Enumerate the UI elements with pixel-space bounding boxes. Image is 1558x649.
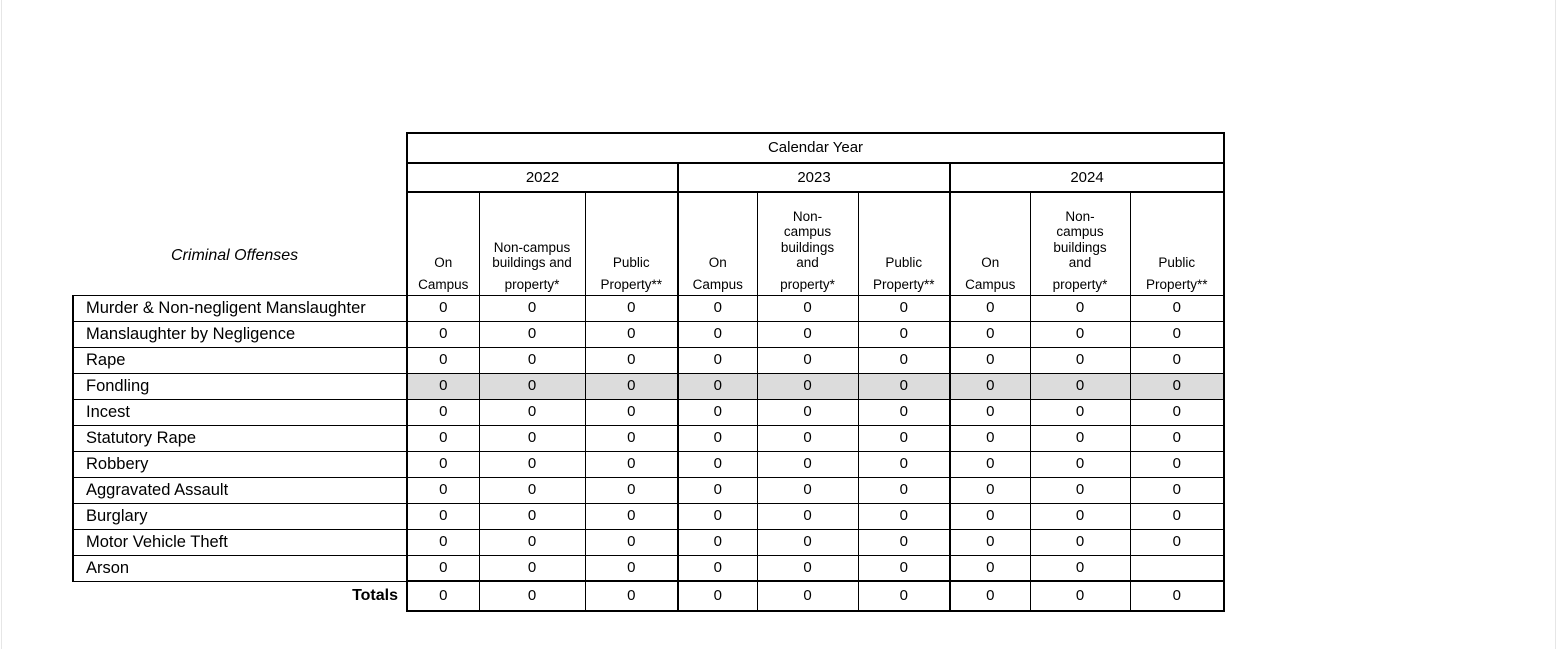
offense-label: Motor Vehicle Theft	[73, 529, 407, 555]
column-header-row	[73, 192, 1224, 295]
table-cell: 0	[950, 555, 1030, 581]
table-cell: 0	[757, 451, 858, 477]
table-cell: 0	[407, 373, 479, 399]
table-cell: 0	[678, 321, 757, 347]
table-cell: 0	[407, 503, 479, 529]
column-header-text: Public	[1158, 255, 1196, 271]
table-row	[73, 503, 1224, 529]
table-row	[73, 529, 1224, 555]
table-cell: 0	[407, 451, 479, 477]
table-cell: 0	[1030, 425, 1130, 451]
year-header: 2023	[678, 163, 950, 192]
table-cell: 0	[1030, 451, 1130, 477]
table-cell: 0	[1030, 529, 1130, 555]
column-header-upper: Non-campus buildings and	[492, 239, 572, 271]
non-campus-header	[479, 192, 585, 295]
column-header-text: Public	[612, 255, 650, 271]
totals-cell: 0	[585, 581, 678, 611]
column-header-text: Property**	[1145, 276, 1208, 292]
table-cell: 0	[585, 347, 678, 373]
table-cell: 0	[1030, 477, 1130, 503]
totals-cell: 0	[1130, 581, 1224, 611]
table-cell: 0	[858, 477, 950, 503]
table-cell: 0	[1130, 373, 1224, 399]
column-header-text: Campus	[965, 276, 1016, 292]
table-cell: 0	[585, 555, 678, 581]
calendar-year-header-row	[73, 133, 1224, 163]
offense-label: Incest	[73, 399, 407, 425]
table-row	[73, 425, 1224, 451]
column-header-text: On	[708, 255, 727, 271]
column-header-text: On	[434, 255, 453, 271]
offense-label: Robbery	[73, 451, 407, 477]
page-right-edge	[1555, 0, 1556, 649]
table-cell: 0	[858, 295, 950, 321]
table-cell: 0	[585, 373, 678, 399]
table-cell: 0	[407, 529, 479, 555]
column-header-text: Campus	[418, 276, 469, 292]
table-row	[73, 399, 1224, 425]
on-campus-header	[407, 192, 479, 295]
column-header-text: property*	[1052, 276, 1108, 292]
totals-cell: 0	[858, 581, 950, 611]
crime-statistics-table	[72, 132, 1225, 612]
column-header-upper: Non-campus buildings and	[1053, 208, 1107, 271]
year-header: 2024	[950, 163, 1224, 192]
table-row	[73, 295, 1224, 321]
calendar-year-header: Calendar Year	[407, 133, 1224, 163]
table-cell: 0	[678, 503, 757, 529]
on-campus-header	[678, 192, 757, 295]
table-cell: 0	[479, 295, 585, 321]
table-cell: 0	[1130, 321, 1224, 347]
table-cell: 0	[757, 347, 858, 373]
table-cell: 0	[1130, 503, 1224, 529]
table-cell: 0	[757, 295, 858, 321]
table-cell: 0	[950, 477, 1030, 503]
table-cell: 0	[678, 477, 757, 503]
public-property-header	[585, 192, 678, 295]
public-property-header	[1130, 192, 1224, 295]
table-row	[73, 477, 1224, 503]
table-cell: 0	[950, 503, 1030, 529]
totals-cell: 0	[479, 581, 585, 611]
table-cell: 0	[858, 347, 950, 373]
table-cell: 0	[678, 295, 757, 321]
table-cell: 0	[950, 425, 1030, 451]
table-cell: 0	[1130, 477, 1224, 503]
table-cell: 0	[479, 555, 585, 581]
totals-cell: 0	[950, 581, 1030, 611]
table-cell: 0	[757, 373, 858, 399]
table-cell: 0	[678, 451, 757, 477]
column-header-text: Public	[885, 255, 923, 271]
table-cell: 0	[1130, 347, 1224, 373]
totals-cell: 0	[757, 581, 858, 611]
table-cell: 0	[678, 555, 757, 581]
table-cell: 0	[757, 529, 858, 555]
column-header-text: Property**	[872, 276, 935, 292]
table-cell: 0	[858, 555, 950, 581]
table-cell: 0	[858, 425, 950, 451]
table-cell: 0	[1030, 373, 1130, 399]
table-cell: 0	[858, 529, 950, 555]
table-cell: 0	[1030, 321, 1130, 347]
table-cell: 0	[407, 555, 479, 581]
table-cell: 0	[757, 425, 858, 451]
column-header-text: property*	[780, 276, 835, 292]
table-cell: 0	[479, 503, 585, 529]
table-cell: 0	[858, 451, 950, 477]
table-cell: 0	[585, 477, 678, 503]
table-cell: 0	[678, 373, 757, 399]
table-cell: 0	[757, 477, 858, 503]
year-header: 2022	[407, 163, 678, 192]
table-cell: 0	[585, 503, 678, 529]
table-cell: 0	[1130, 425, 1224, 451]
table-cell: 0	[950, 399, 1030, 425]
offense-label: Rape	[73, 347, 407, 373]
table-row	[73, 347, 1224, 373]
non-campus-header	[1030, 192, 1130, 295]
table-cell: 0	[678, 529, 757, 555]
totals-label: Totals	[73, 581, 407, 611]
table-cell: 0	[1130, 529, 1224, 555]
table-row	[73, 555, 1224, 581]
table-cell: 0	[585, 295, 678, 321]
table-cell: 0	[479, 451, 585, 477]
table-cell: 0	[585, 529, 678, 555]
table-cell: 0	[407, 295, 479, 321]
table-cell: 0	[407, 477, 479, 503]
year-header-row	[73, 163, 1224, 192]
table-cell: 0	[757, 399, 858, 425]
table-cell: 0	[479, 399, 585, 425]
table-cell: 0	[1030, 399, 1130, 425]
table-cell: 0	[479, 347, 585, 373]
table-cell: 0	[950, 529, 1030, 555]
table-cell: 0	[950, 295, 1030, 321]
table-cell: 0	[407, 321, 479, 347]
table-cell	[1130, 555, 1224, 581]
table-cell: 0	[1030, 295, 1130, 321]
offense-label: Burglary	[73, 503, 407, 529]
table-cell: 0	[1130, 399, 1224, 425]
table-cell: 0	[479, 477, 585, 503]
table-cell: 0	[1130, 451, 1224, 477]
column-header-text: Campus	[692, 276, 743, 292]
table-cell: 0	[407, 425, 479, 451]
table-cell: 0	[585, 425, 678, 451]
column-header-text: property*	[504, 276, 560, 292]
table-cell: 0	[407, 399, 479, 425]
table-cell: 0	[479, 373, 585, 399]
table-cell: 0	[858, 373, 950, 399]
table-row	[73, 373, 1224, 399]
table-row	[73, 321, 1224, 347]
column-header-text: Property**	[600, 276, 663, 292]
table-cell: 0	[585, 399, 678, 425]
non-campus-header	[757, 192, 858, 295]
page-left-edge	[1, 0, 2, 649]
table-cell: 0	[1030, 555, 1130, 581]
table-cell: 0	[407, 347, 479, 373]
table-cell: 0	[950, 321, 1030, 347]
table-cell: 0	[585, 451, 678, 477]
criminal-offenses-heading: Criminal Offenses	[171, 247, 299, 264]
totals-cell: 0	[678, 581, 757, 611]
table-cell: 0	[950, 451, 1030, 477]
table-row	[73, 451, 1224, 477]
table-cell: 0	[678, 425, 757, 451]
offense-label: Murder & Non-negligent Manslaughter	[73, 295, 407, 321]
table-cell: 0	[950, 347, 1030, 373]
on-campus-header	[950, 192, 1030, 295]
table-cell: 0	[585, 321, 678, 347]
table-cell: 0	[950, 373, 1030, 399]
totals-cell: 0	[407, 581, 479, 611]
offense-label: Fondling	[73, 373, 407, 399]
offense-label: Aggravated Assault	[73, 477, 407, 503]
table-cell: 0	[678, 399, 757, 425]
totals-cell: 0	[1030, 581, 1130, 611]
table-cell: 0	[479, 425, 585, 451]
table-cell: 0	[1130, 295, 1224, 321]
table-cell: 0	[757, 503, 858, 529]
table-cell: 0	[858, 321, 950, 347]
table-cell: 0	[479, 529, 585, 555]
table-cell: 0	[757, 555, 858, 581]
column-header-upper: Non-campus buildings and	[780, 208, 835, 271]
table-cell: 0	[1030, 503, 1130, 529]
table-cell: 0	[858, 503, 950, 529]
public-property-header	[858, 192, 950, 295]
totals-row	[73, 581, 1224, 611]
table-cell: 0	[1030, 347, 1130, 373]
offense-label: Manslaughter by Negligence	[73, 321, 407, 347]
table-cell: 0	[858, 399, 950, 425]
offense-label: Statutory Rape	[73, 425, 407, 451]
column-header-text: On	[981, 255, 1000, 271]
table-cell: 0	[479, 321, 585, 347]
table-cell: 0	[757, 321, 858, 347]
offense-label: Arson	[73, 555, 407, 581]
table-cell: 0	[678, 347, 757, 373]
